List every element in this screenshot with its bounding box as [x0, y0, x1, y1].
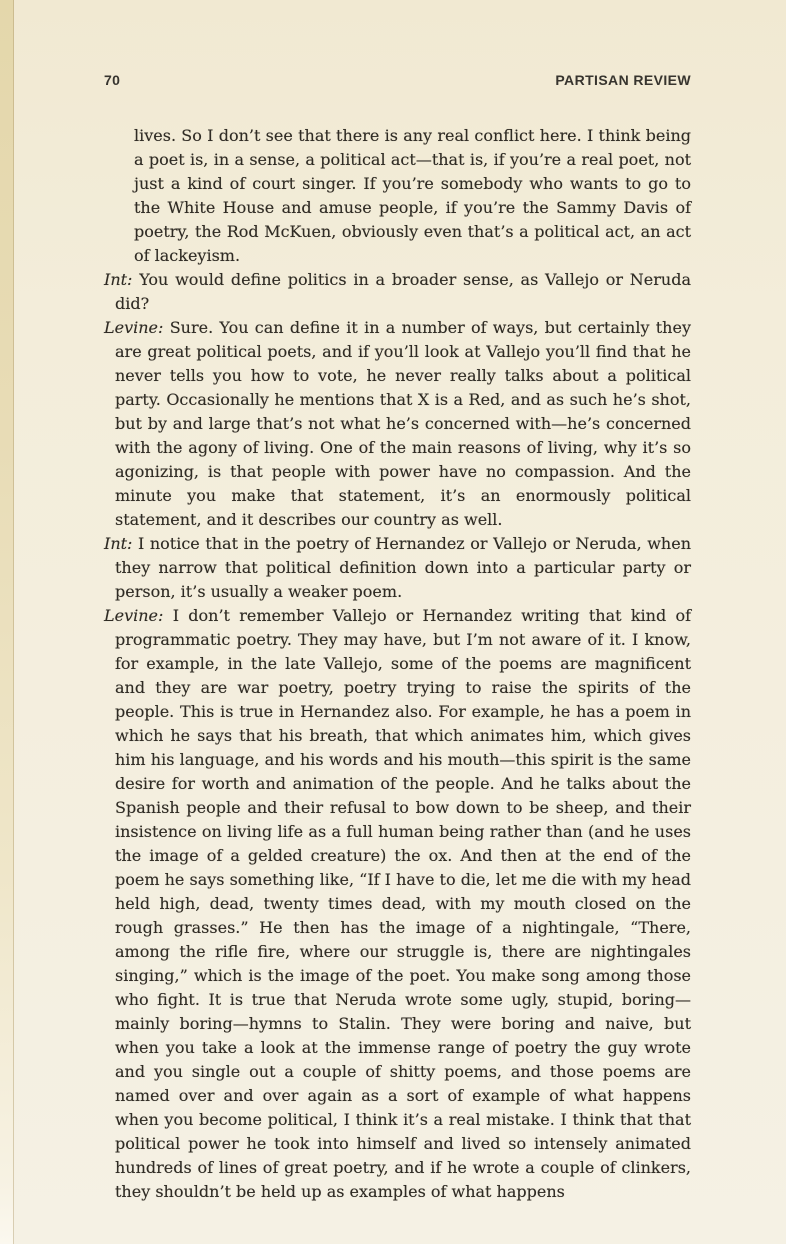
- speech-text: lives. So I don’t see that there is any real conflict here. I think being a poet is, in a sense, a political act—that is, if you’re a real poet, not just a kind of court singer. If you’re somebody who wants to go to the White House and amuse people, if you’re the Sammy Davis of poetry, the Rod McKuen, obviously even that’s a political act, an act of lackeyism.: [134, 126, 691, 265]
- speech-text: Sure. You can define it in a number of ways, but certainly they are great political poets, and if you’ll look at Vallejo you’ll find that he never tells you how to vote, he never really talks about a political party. Occasionally he mentions that X is a Red, and as such he’s shot, but by and large that’s not what he’s concerned with—he’s concerned with the agony of living. One of the main reasons of living, why it’s so agonizing, is that people with power have no compassion. And the minute you make that statement, it’s an enormously political statement, and it describes our country as well.: [115, 318, 691, 529]
- speech-text: You would define politics in a broader sense, as Vallejo or Neruda did?: [115, 270, 691, 313]
- journal-title: PARTISAN REVIEW: [555, 72, 691, 88]
- speaker-label: Levine:: [104, 606, 164, 625]
- paragraph-levine: [104, 604, 691, 1204]
- speaker-label: Levine:: [104, 318, 164, 337]
- paragraph-interviewer: [104, 532, 691, 604]
- interview-text: [104, 124, 691, 1204]
- speech-text: I notice that in the poetry of Hernandez or Vallejo or Neruda, when they narrow that political definition down into a particular party or person, it’s usually a weaker poem.: [115, 534, 691, 601]
- speech-text: I don’t remember Vallejo or Hernandez writing that kind of programmatic poetry. They may have, but I’m not aware of it. I know, for example, in the late Vallejo, some of the poems are magnificent and they are war poetry, poetry trying to raise the spirits of the people. This is true in Hernandez also. For example, he has a poem in which he says that his breath, that which animates him, which gives him his language, and his words and his mouth—this spirit is the same desire for worth and animation of the people. And he talks about the Spanish people and their refusal to bow down to be sheep, and their insistence on living life as a full human being rather than (and he uses the image of a gelded creature) the ox. And then at the end of the poem he says something like, “If I have to die, let me die with my head held high, dead, twenty times dead, with my mouth closed on the rough grasses.” He then has the image of a nightingale, “There, among the rifle fire, where our struggle is, there are nightingales singing,” which is the image of the poet. You make song among those who fight. It is true that Neruda wrote some ugly, stupid, boring—mainly boring—hymns to Stalin. They were boring and naive, but when you take a look at the immense range of poetry the guy wrote and you single out a couple of shitty poems, and those poems are named over and over again as a sort of example of what happens when you become political, I think it’s a real mistake. I think that that political power he took into himself and lived so intensely animated hundreds of lines of great poetry, and if he wrote a couple of clinkers, they shouldn’t be held up as examples of what happens: [115, 606, 692, 1201]
- page-binding-edge: [0, 0, 14, 1244]
- paragraph-continuation: [104, 124, 691, 268]
- paragraph-interviewer: [104, 268, 691, 316]
- page-content: [104, 0, 691, 1204]
- speaker-label: Int:: [104, 270, 133, 289]
- paragraph-levine: [104, 316, 691, 532]
- page-number: 70: [104, 72, 121, 88]
- running-head: [104, 72, 691, 88]
- speaker-label: Int:: [104, 534, 133, 553]
